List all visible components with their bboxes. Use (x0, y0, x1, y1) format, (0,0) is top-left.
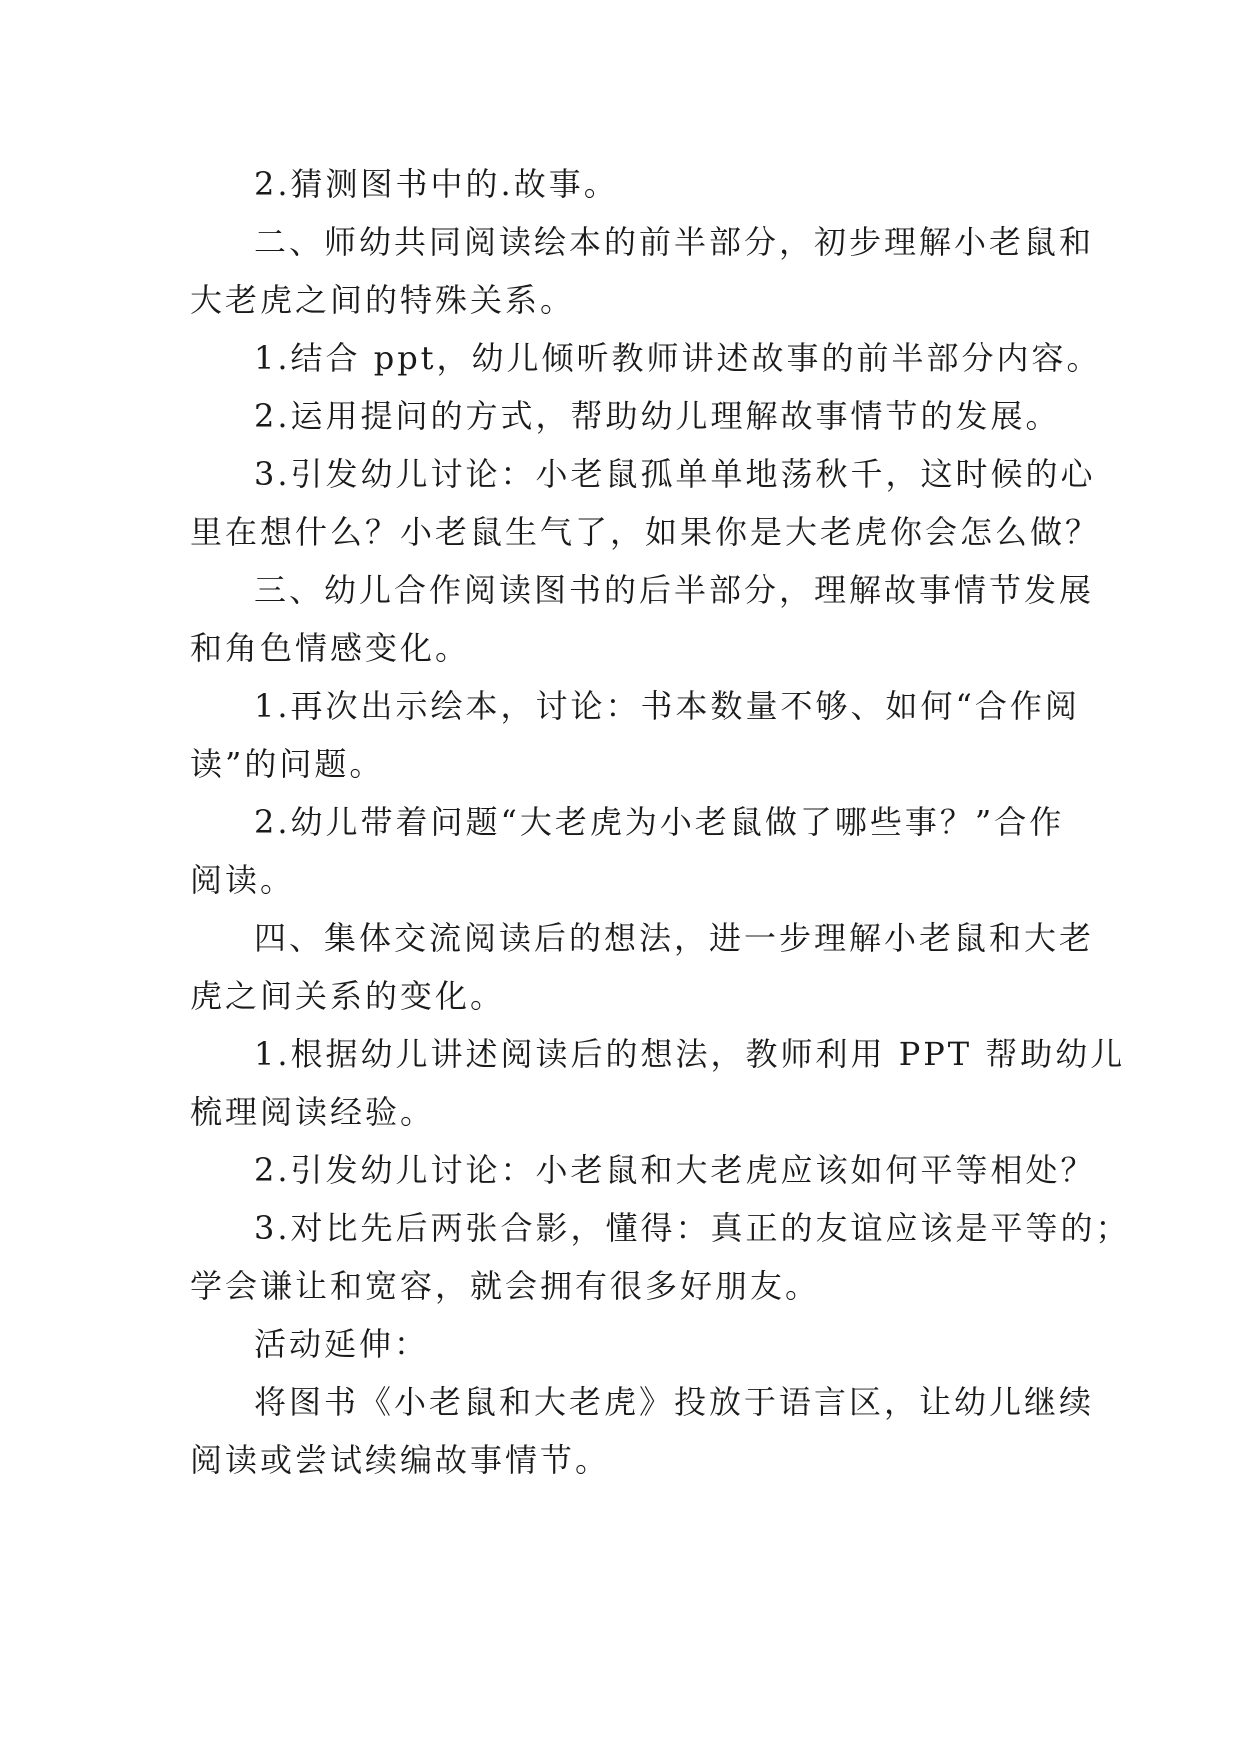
text-line: 2.幼儿带着问题“大老虎为小老鼠做了哪些事？”合作 (254, 803, 1065, 841)
document-body (190, 155, 1131, 1489)
activity-extension-heading: 活动延伸： (254, 1325, 430, 1363)
text-line: 阅读。 (190, 861, 296, 899)
text-line: 和角色情感变化。 (190, 629, 471, 667)
text-line: 梳理阅读经验。 (190, 1093, 436, 1131)
text-line: 将图书《小老鼠和大老虎》投放于语言区，让幼儿继续 (254, 1383, 1095, 1421)
text-line: 2.猜测图书中的.故事。 (254, 165, 619, 203)
text-line: 1.再次出示绘本，讨论：书本数量不够、如何“合作阅 (254, 687, 1080, 725)
text-line: 3.引发幼儿讨论：小老鼠孤单单地荡秋千，这时候的心 (254, 455, 1096, 493)
text-line: 学会谦让和宽容，就会拥有很多好朋友。 (190, 1267, 821, 1305)
text-line: 3.对比先后两张合影，懂得：真正的友谊应该是平等的； (254, 1209, 1131, 1247)
section-heading-3: 三、幼儿合作阅读图书的后半部分，理解故事情节发展 (254, 571, 1095, 609)
text-line: 2.引发幼儿讨论：小老鼠和大老虎应该如何平等相处？ (254, 1151, 1096, 1189)
text-line: 1.结合 ppt，幼儿倾听教师讲述故事的前半部分内容。 (254, 339, 1102, 377)
text-line: 阅读或尝试续编故事情节。 (190, 1441, 611, 1479)
section-heading-4: 四、集体交流阅读后的想法，进一步理解小老鼠和大老 (254, 919, 1095, 957)
text-line: 读”的问题。 (190, 745, 385, 783)
text-line: 大老虎之间的特殊关系。 (190, 281, 576, 319)
text-line: 1.根据幼儿讲述阅读后的想法，教师利用 PPT 帮助幼儿 (254, 1035, 1126, 1073)
text-line: 虎之间关系的变化。 (190, 977, 506, 1015)
section-heading-2: 二、师幼共同阅读绘本的前半部分，初步理解小老鼠和 (254, 223, 1095, 261)
text-line: 里在想什么？小老鼠生气了，如果你是大老虎你会怎么做？ (190, 513, 1101, 551)
text-line: 2.运用提问的方式，帮助幼儿理解故事情节的发展。 (254, 397, 1061, 435)
